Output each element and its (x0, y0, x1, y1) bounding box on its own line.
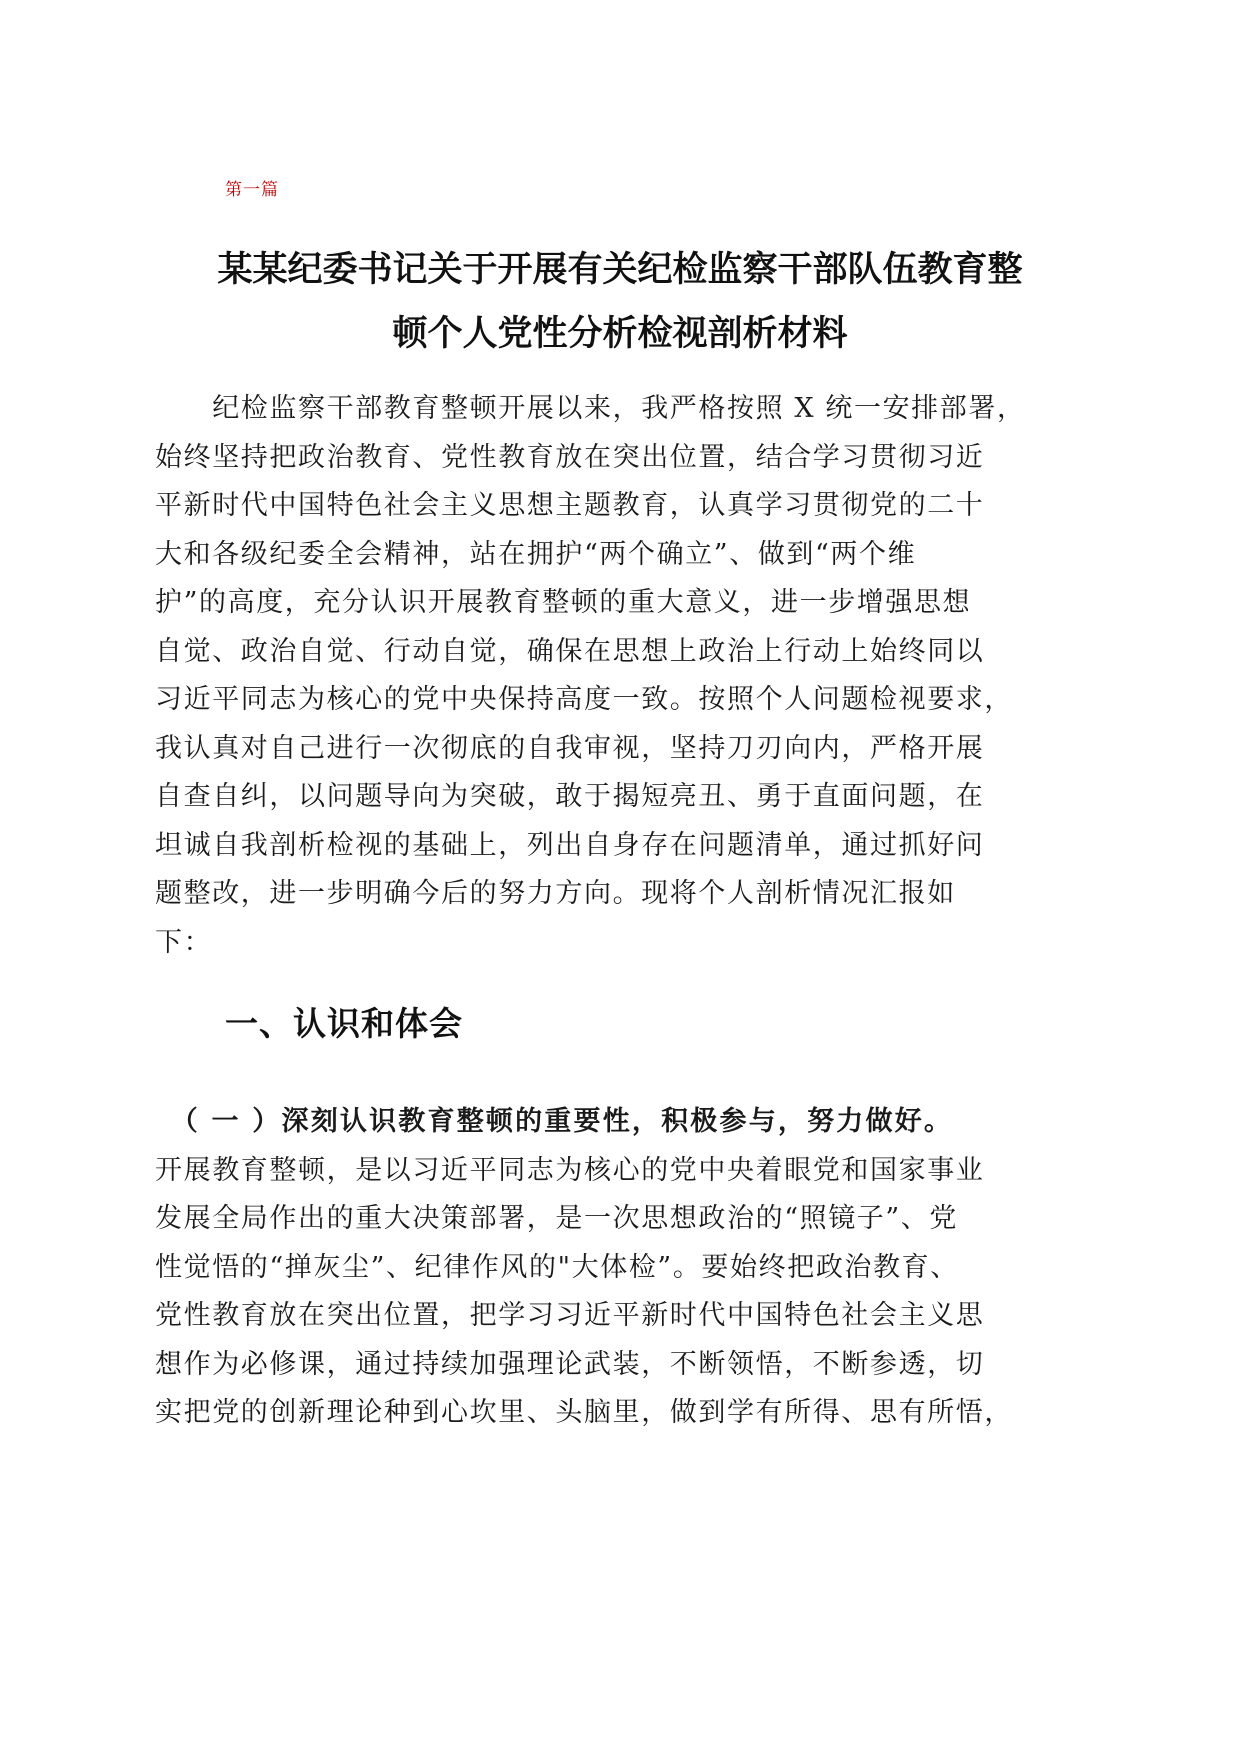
body-paragraph-1 (155, 1098, 1095, 1438)
paragraph-line: 下： (155, 926, 213, 958)
title-line-2: 顿个人党性分析检视剖析材料 (392, 314, 848, 354)
paragraph-line: 护”的高度，充分认识开展教育整顿的重大意义，进一步增强思想 (155, 587, 972, 618)
paragraph-line: 题整改，进一步明确今后的努力方向。现将个人剖析情况汇报如 (155, 878, 956, 909)
title-line-1: 某某纪委书记关于开展有关纪检监察干部队伍教育整 (217, 250, 1023, 290)
paragraph-line: 大和各级纪委全会精神，站在拥护“两个确立”、做到“两个维 (155, 538, 917, 570)
paragraph-line: 坦诚自我剖析检视的基础上，列出自身存在问题清单，通过抓好问 (155, 829, 985, 861)
paragraph-line: 党性教育放在突出位置，把学习习近平新时代中国特色社会主义思 (155, 1300, 985, 1331)
paragraph-line: 实把党的创新理论种到心坎里、头脑里，做到学有所得、思有所悟， (155, 1397, 1013, 1428)
paragraph-line: 发展全局作出的重大决策部署，是一次思想政治的“照镜子”、党 (155, 1203, 959, 1234)
paragraph-line: 我认真对自己进行一次彻底的自我审视，坚持刀刃向内，严格开展 (155, 732, 985, 764)
document-title (150, 238, 1090, 366)
section-heading-1: 一、认识和体会 (225, 1004, 463, 1043)
paragraph-line: 性觉悟的“掸灰尘”、纪律作风的"大体检”。要始终把政治教育、 (155, 1251, 959, 1283)
paragraph-line: 自觉、政治自觉、行动自觉，确保在思想上政治上行动上始终同以 (155, 635, 985, 667)
paragraph-line: 开展教育整顿，是以习近平同志为核心的党中央着眼党和国家事业 (155, 1154, 985, 1186)
paragraph-line: 平新时代中国特色社会主义思想主题教育，认真学习贯彻党的二十 (155, 490, 985, 521)
paragraph-line: 习近平同志为核心的党中央保持高度一致。按照个人问题检视要求， (155, 684, 1013, 715)
subheading-1: （ 一 ）深刻认识教育整顿的重要性，积极参与，努力做好。 (155, 1106, 954, 1137)
paragraph-line: 始终坚持把政治教育、党性教育放在突出位置，结合学习贯彻习近 (155, 441, 985, 473)
paragraph-line: 想作为必修课，通过持续加强理论武装，不断领悟，不断参透，切 (155, 1348, 985, 1380)
intro-paragraph (155, 385, 1095, 967)
paragraph-line: 纪检监察干部教育整顿开展以来，我严格按照 X 统一安排部署， (155, 393, 1026, 424)
section-tag: 第一篇 (225, 180, 279, 200)
paragraph-line: 自查自纠，以问题导向为突破，敢于揭短亮丑、勇于直面问题，在 (155, 781, 985, 812)
